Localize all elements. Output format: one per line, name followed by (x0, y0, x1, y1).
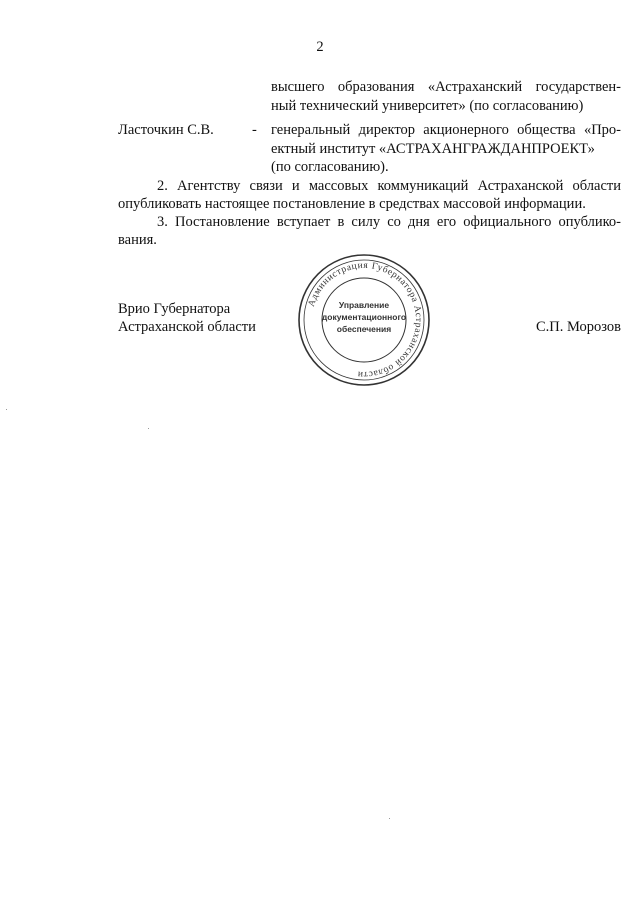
continuation-line: высшего образования «Астраханский государствен- (271, 79, 621, 95)
member-dash: - (252, 122, 257, 138)
signature-name: С.П. Морозов (535, 319, 621, 335)
stamp-center-line: документационного (321, 312, 407, 322)
signature-position-line: Астраханской области (118, 319, 256, 335)
member-role-line: (по согласованию). (271, 159, 389, 175)
stamp-ring-text: Администрация Губернатора Астраханской области (306, 260, 424, 380)
paragraph-line: опубликовать настоящее постановление в средствах массовой информации. (118, 196, 586, 212)
paragraph-line: вания. (118, 232, 157, 248)
paragraph-2 (118, 177, 621, 213)
paragraph-3 (118, 213, 621, 249)
paragraph-line: 2. Агентству связи и массовых коммуникаций Астраханской области (157, 178, 621, 194)
official-stamp (296, 252, 432, 388)
scan-speck (389, 818, 390, 819)
continuation-line: ный технический университет» (по согласованию) (271, 98, 584, 114)
paragraph-line: 3. Постановление вступает в силу со дня его официального опублико- (157, 214, 621, 230)
stamp-seal-icon (296, 252, 432, 388)
stamp-center-line: Управление (338, 300, 390, 310)
page-number: 2 (316, 39, 324, 55)
member-name: Ласточкин С.В. (118, 122, 214, 138)
signature-position (118, 300, 256, 336)
signature-position-line: Врио Губернатора (118, 301, 231, 317)
stamp-center-line: обеспечения (336, 324, 392, 334)
scan-speck (6, 409, 7, 410)
member-role-line: ектный институт «АСТРАХАНГРАЖДАНПРОЕКТ» (271, 141, 595, 157)
member-role-line: генеральный директор акционерного общества «Про- (271, 122, 621, 138)
scan-speck (148, 428, 149, 429)
